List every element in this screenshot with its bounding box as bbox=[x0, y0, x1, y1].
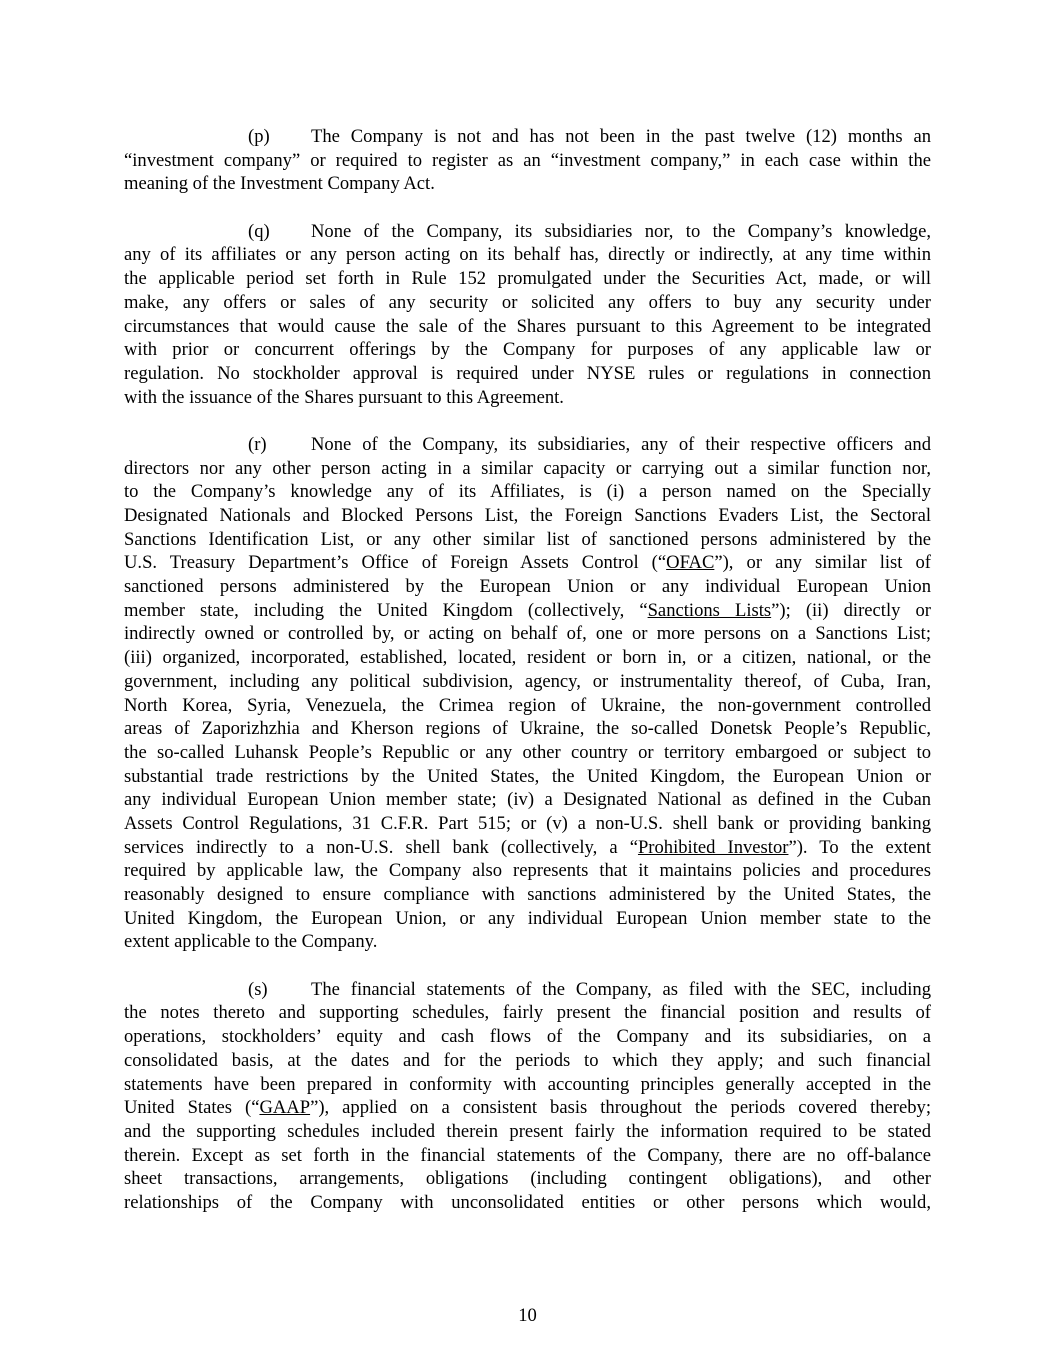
text-segment: United States (“ bbox=[124, 1097, 260, 1119]
paragraph-q bbox=[124, 220, 931, 410]
text-segment: required by applicable law, the Company also represents that it maintains policies and procedures bbox=[124, 860, 931, 882]
text-line bbox=[124, 243, 931, 267]
text-line bbox=[124, 1120, 931, 1144]
paragraph-first-line-text bbox=[311, 125, 931, 149]
text-segment: Designated Nationals and Blocked Persons List, the Foreign Sanctions Evaders List, the Sectoral bbox=[124, 505, 931, 526]
text-segment: meaning of the Investment Company Act. bbox=[124, 173, 435, 195]
text-segment: services indirectly to a non-U.S. shell bank (collectively, a “ bbox=[124, 836, 638, 858]
text-segment: ”), applied on a consistent basis throughout the periods covered thereby; bbox=[310, 1097, 931, 1119]
page-number: 10 bbox=[518, 1305, 537, 1326]
text-segment: directors nor any other person acting in a similar capacity or carrying out a similar function nor, bbox=[124, 457, 931, 479]
text-segment: U.S. Treasury Department’s Office of Foreign Assets Control (“ bbox=[124, 552, 667, 574]
text-segment: with the issuance of the Shares pursuant to this Agreement. bbox=[124, 386, 564, 408]
text-line bbox=[124, 528, 931, 552]
text-line bbox=[124, 765, 931, 789]
text-line bbox=[124, 1049, 931, 1073]
text-segment: reasonably designed to ensure compliance with sanctions administered by the United States, the bbox=[124, 884, 931, 905]
text-line bbox=[124, 741, 931, 765]
text-segment: None of the Company, its subsidiaries, any of their respective officers and bbox=[311, 433, 931, 455]
defined-term: Prohibited Investor bbox=[637, 836, 789, 858]
text-line bbox=[124, 386, 931, 410]
text-segment: operations, stockholders’ equity and cash flows of the Company and its subsidiaries, on a bbox=[124, 1026, 931, 1048]
text-segment: to the Company’s knowledge any of its Affiliates, is (i) a person named on the Specially bbox=[124, 481, 931, 503]
text-line bbox=[124, 1167, 931, 1191]
text-line bbox=[124, 1144, 931, 1168]
text-line bbox=[124, 670, 931, 694]
text-line bbox=[124, 836, 931, 860]
text-segment: and the supporting schedules included therein present fairly the information required to be stated bbox=[124, 1120, 931, 1142]
paragraph-first-line-text bbox=[311, 978, 931, 1002]
text-line bbox=[124, 315, 931, 339]
text-segment: statements have been prepared in conformity with accounting principles generally accepted in the bbox=[124, 1073, 931, 1095]
text-segment: with prior or concurrent offerings by the Company for purposes of any applicable law or bbox=[124, 339, 931, 361]
paragraph-first-line-text bbox=[311, 433, 931, 457]
text-line bbox=[124, 362, 931, 386]
text-segment: Sanctions Identification List, or any other similar list of sanctioned persons administered by the bbox=[124, 528, 931, 550]
text-segment: any individual European Union member state; (iv) a Designated National as defined in the Cuban bbox=[124, 789, 931, 811]
text-line bbox=[124, 883, 931, 907]
text-segment: sanctioned persons administered by the European Union or any individual European Union bbox=[124, 576, 931, 598]
document-body bbox=[124, 125, 931, 1238]
text-segment: ”), or any similar list of bbox=[714, 552, 931, 574]
text-segment: The financial statements of the Company, as filed with the SEC, including bbox=[311, 978, 931, 1000]
text-segment: substantial trade restrictions by the United States, the United Kingdom, the European Union or bbox=[124, 765, 931, 787]
text-line bbox=[124, 220, 931, 244]
text-line bbox=[124, 504, 931, 528]
text-segment: North Korea, Syria, Venezuela, the Crimea region of Ukraine, the non-government controlled bbox=[124, 694, 931, 716]
text-segment: indirectly owned or controlled by, or acting on behalf of, one or more persons on a Sanctions List; bbox=[124, 623, 931, 645]
text-line bbox=[124, 812, 931, 836]
text-segment: areas of Zaporizhzhia and Kherson regions of Ukraine, the so-called Donetsk People’s Republic, bbox=[124, 718, 931, 740]
text-line bbox=[124, 622, 931, 646]
text-segment: consolidated basis, at the dates and for the periods to which they apply; and such financial bbox=[124, 1049, 931, 1071]
text-line bbox=[124, 788, 931, 812]
text-segment: The Company is not and has not been in the past twelve (12) months an bbox=[311, 126, 931, 147]
paragraph-label: (r) bbox=[248, 433, 267, 455]
text-line bbox=[124, 480, 931, 504]
text-segment: sheet transactions, arrangements, obligations (including contingent obligations), and other bbox=[124, 1168, 931, 1190]
text-line bbox=[124, 907, 931, 931]
paragraph-r bbox=[124, 433, 931, 954]
paragraph-first-line-text bbox=[311, 220, 931, 244]
text-segment: make, any offers or sales of any security or solicited any offers to buy any security under bbox=[124, 291, 931, 313]
text-segment: member state, including the United Kingdom (collectively, “ bbox=[124, 599, 648, 621]
text-segment: the applicable period set forth in Rule 152 promulgated under the Securities Act, made, or will bbox=[124, 268, 931, 290]
text-line bbox=[124, 694, 931, 718]
defined-term: Sanctions Lists bbox=[647, 599, 772, 621]
text-line bbox=[124, 125, 931, 149]
text-line bbox=[124, 551, 931, 575]
paragraph-label: (p) bbox=[248, 126, 270, 147]
text-segment: regulation. No stockholder approval is required under NYSE rules or regulations in connection bbox=[124, 362, 931, 384]
defined-term: OFAC bbox=[666, 552, 715, 574]
text-line bbox=[124, 338, 931, 362]
text-segment: ”). To the extent bbox=[788, 836, 931, 858]
text-line bbox=[124, 930, 931, 954]
text-line bbox=[124, 1191, 931, 1215]
text-line bbox=[124, 646, 931, 670]
defined-term: GAAP bbox=[259, 1097, 311, 1119]
text-segment: ”); (ii) directly or bbox=[771, 599, 931, 621]
text-line bbox=[124, 575, 931, 599]
text-line bbox=[124, 1001, 931, 1025]
text-line bbox=[124, 717, 931, 741]
text-line bbox=[124, 433, 931, 457]
text-line bbox=[124, 1096, 931, 1120]
paragraph-label: (q) bbox=[248, 220, 270, 242]
text-segment: “investment company” or required to register as an “investment company,” in each case within the bbox=[124, 149, 931, 171]
text-segment: the so-called Luhansk People’s Republic or any other country or territory embargoed or subject to bbox=[124, 741, 931, 763]
paragraph-s bbox=[124, 978, 931, 1215]
text-segment: any of its affiliates or any person acting on its behalf has, directly or indirectly, at any time within bbox=[124, 244, 931, 266]
text-line bbox=[124, 291, 931, 315]
text-line bbox=[124, 457, 931, 481]
text-segment: circumstances that would cause the sale of the Shares pursuant to this Agreement to be integrated bbox=[124, 315, 931, 337]
text-line bbox=[124, 859, 931, 883]
text-segment: (iii) organized, incorporated, established, located, resident or born in, or a citizen, national, or the bbox=[124, 647, 931, 669]
text-line bbox=[124, 599, 931, 623]
text-segment: therein. Except as set forth in the financial statements of the Company, there are no off-balance bbox=[124, 1144, 931, 1166]
text-segment: Assets Control Regulations, 31 C.F.R. Part 515; or (v) a non-U.S. shell bank or providing banking bbox=[124, 812, 931, 834]
paragraph-label: (s) bbox=[248, 978, 268, 1000]
text-segment: relationships of the Company with unconsolidated entities or other persons which would, bbox=[124, 1191, 931, 1213]
text-line bbox=[124, 978, 931, 1002]
text-segment: government, including any political subdivision, agency, or instrumentality thereof, of Cuba, Iran, bbox=[124, 670, 931, 692]
paragraph-p bbox=[124, 125, 931, 196]
text-line bbox=[124, 149, 931, 173]
text-segment: United Kingdom, the European Union, or any individual European Union member state to the bbox=[124, 907, 931, 929]
text-line bbox=[124, 172, 931, 196]
text-line bbox=[124, 267, 931, 291]
text-line bbox=[124, 1025, 931, 1049]
text-segment: extent applicable to the Company. bbox=[124, 931, 378, 953]
text-line bbox=[124, 1073, 931, 1097]
text-segment: the notes thereto and supporting schedules, fairly present the financial position and results of bbox=[124, 1002, 931, 1024]
text-segment: None of the Company, its subsidiaries nor, to the Company’s knowledge, bbox=[311, 220, 931, 242]
